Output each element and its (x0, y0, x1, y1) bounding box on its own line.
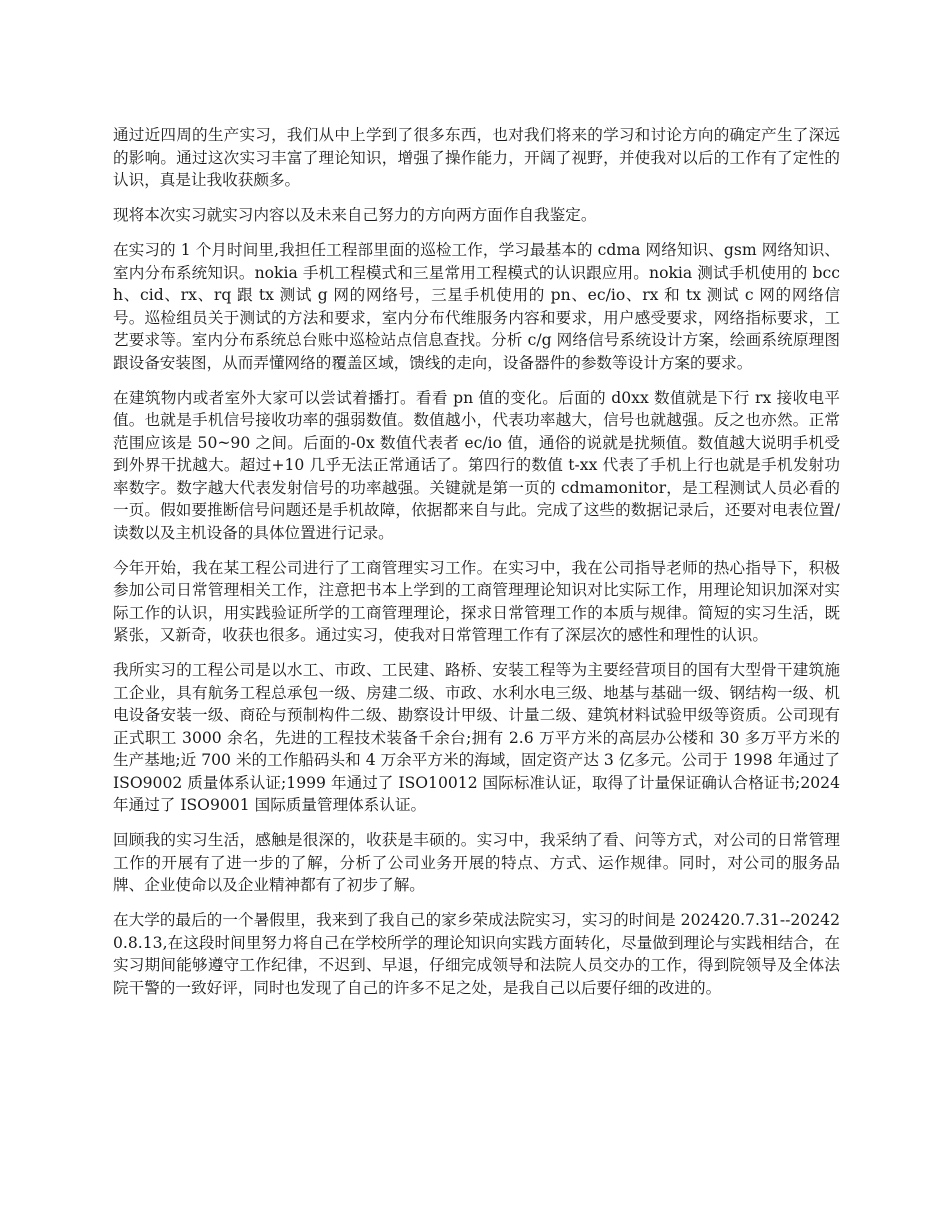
paragraph-2: 现将本次实习就实习内容以及未来自己努力的方向两方面作自我鉴定。 (113, 206, 597, 224)
paragraph-5: 今年开始，我在某工程公司进行了工商管理实习工作。在实习中，我在公司指导老师的热心指导下，积极参加公司日常管理相关工作，注意把书本上学到的工商管理理论知识对比实际工作，用理论知识加深对实际工作的认识，用实践验证所学的工商管理理论，探求日常管理工作的本质与规律。简短的实习生活，既紧张，又新奇，收获也很多。通过实习，使我对日常管理工作有了深层次的感性和理性的认识。 (113, 558, 840, 644)
paragraph-1: 通过近四周的生产实习，我们从中上学到了很多东西，也对我们将来的学习和讨论方向的确定产生了深远的影响。通过这次实习丰富了理论知识，增强了操作能力，开阔了视野，并使我对以后的工作有了定性的认识，真是让我收获颇多。 (113, 126, 840, 189)
paragraph-3: 在实习的 1 个月时间里,我担任工程部里面的巡检工作，学习最基本的 cdma 网络知识、gsm 网络知识、室内分布系统知识。nokia 手机工程模式和三星常用工程模式的认识跟应用。nokia 测试手机使用的 bcch、cid、rx、rq 跟 tx 测试 g 网的网络号，三星手机使用的 pn、ec/io、rx 和 tx 测试 c 网的网络信号。巡检组员关于测试的方法和要求，室内分布代维服务内容和要求，用户感受要求，网络指标要求，工艺要求等。室内分布系统总台账中巡检站点信息查找。分析 c/g 网络信号系统设计方案，绘画系统原理图跟设备安装图，从而弄懂网络的覆盖区域，馈线的走向，设备器件的参数等设计方案的要求。 (113, 241, 840, 372)
document-body (113, 124, 840, 1012)
paragraph-7: 回顾我的实习生活，感触是很深的，收获是丰硕的。实习中，我采纳了看、问等方式，对公司的日常管理工作的开展有了进一步的了解，分析了公司业务开展的特点、方式、运作规律。同时，对公司的服务品牌、企业使命以及企业精神都有了初步了解。 (113, 831, 840, 894)
paragraph-4: 在建筑物内或者室外大家可以尝试着播打。看看 pn 值的变化。后面的 d0xx 数值就是下行 rx 接收电平值。也就是手机信号接收功率的强弱数值。数值越小，代表功率越大，信号也就越强。反之也亦然。正常范围应该是 50~90 之间。后面的-0x 数值代表者 ec/io 值，通俗的说就是扰频值。数值越大说明手机受到外界干扰越大。超过+10 几乎无法正常通话了。第四行的数值 t-xx 代表了手机上行也就是手机发射功率数字。数字越大代表发射信号的功率越强。关键就是第一页的 cdmamonitor，是工程测试人员必看的一页。假如要推断信号问题还是手机故障，依据都来自与此。完成了这些的数据记录后，还要对电表位置/读数以及主机设备的具体位置进行记录。 (113, 388, 840, 542)
paragraph-8: 在大学的最后的一个暑假里，我来到了我自己的家乡荣成法院实习，实习的时间是 202420.7.31--202420.8.13,在这段时间里努力将自己在学校所学的理论知识向实践方面转化，尽量做到理论与实践相结合，在实习期间能够遵守工作纪律，不迟到、早退，仔细完成领导和法院人员交办的工作，得到院领导及全体法院干警的一致好评，同时也发现了自己的许多不足之处，是我自己以后要仔细的改进的。 (113, 911, 840, 997)
paragraph-6: 我所实习的工程公司是以水工、市政、工民建、路桥、安装工程等为主要经营项目的国有大型骨干建筑施工企业，具有航务工程总承包一级、房建二级、市政、水利水电三级、地基与基础一级、钢结构一级、机电设备安装一级、商砼与预制构件二级、勘察设计甲级、计量二级、建筑材料试验甲级等资质。公司现有正式职工 3000 余名，先进的工程技术装备千余台;拥有 2.6 万平方米的高层办公楼和 30 多万平方米的生产基地;近 700 米的工作船码头和 4 万余平方米的海域，固定资产达 3 亿多元。公司于 1998 年通过了 ISO9002 质量体系认证;1999 年通过了 ISO10012 国际标准认证，取得了计量保证确认合格证书;2024 年通过了 ISO9001 国际质量管理体系认证。 (113, 661, 840, 814)
